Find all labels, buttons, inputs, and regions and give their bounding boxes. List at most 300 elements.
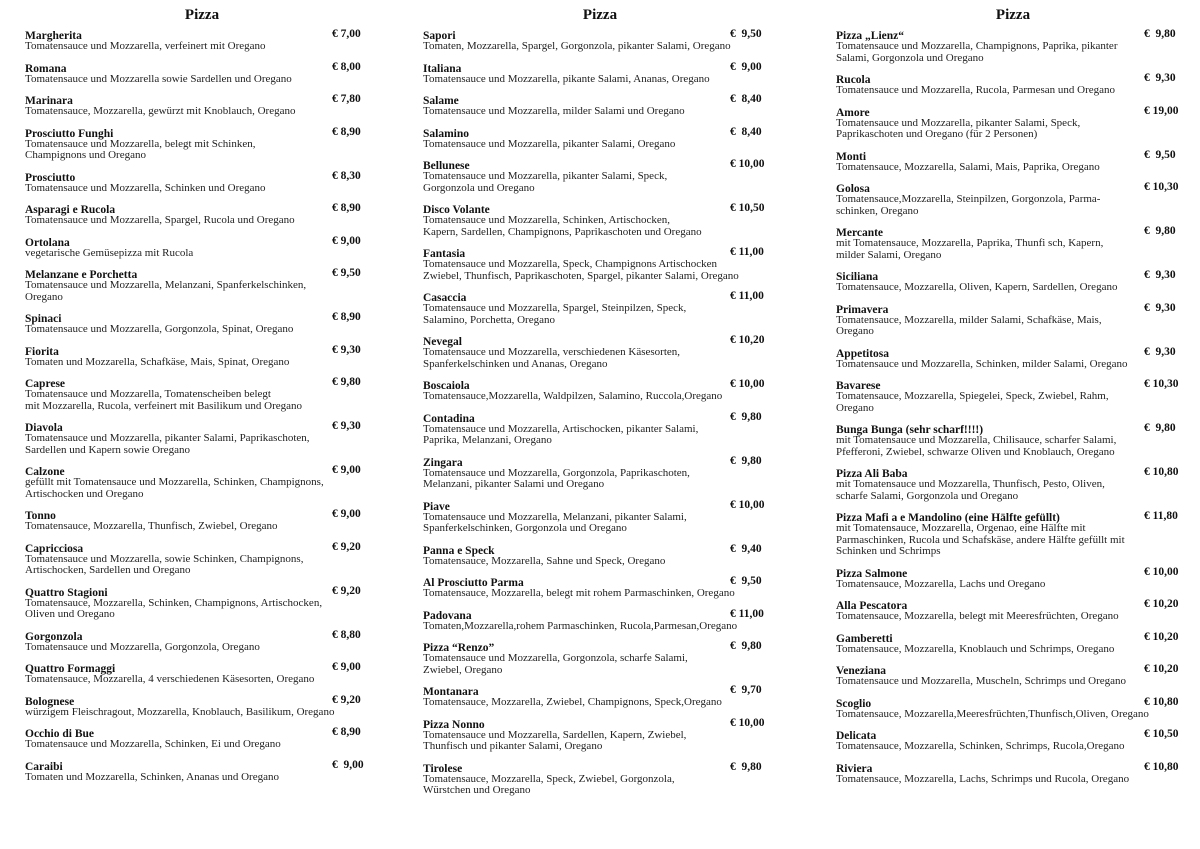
item-price: € 10,50 bbox=[1144, 728, 1179, 740]
item-name: Zingara bbox=[423, 456, 463, 469]
item-price: € 9,00 bbox=[730, 60, 762, 73]
menu-item-header bbox=[423, 378, 773, 391]
item-price: € 9,20 bbox=[332, 584, 361, 597]
item-description: Tomatensauce, Mozzarella, Sahne und Speck, Oregano bbox=[423, 554, 666, 567]
menu-item-header bbox=[836, 181, 1181, 194]
item-description: Tomatensauce und Mozzarella, Gorgonzola, Spinat, Oregano bbox=[25, 323, 294, 335]
menu-item-header bbox=[25, 661, 370, 674]
item-price: € 9,40 bbox=[730, 542, 762, 555]
item-name: Riviera bbox=[836, 762, 873, 775]
item-description: Tomatensauce und Mozzarella, pikanter Salami, Speck, Paprikaschoten und Oregano (für 2 Personen) bbox=[836, 116, 1081, 140]
menu-item-header bbox=[836, 225, 1181, 238]
menu-item-header bbox=[25, 759, 370, 772]
item-price: € 10,80 bbox=[1144, 466, 1179, 478]
item-name: Pizza Salmone bbox=[836, 567, 908, 580]
menu-item bbox=[836, 510, 1181, 558]
menu-item-header bbox=[836, 72, 1181, 85]
item-name: Gorgonzola bbox=[25, 630, 83, 643]
item-price: € 19,00 bbox=[1144, 104, 1179, 117]
menu-item-header bbox=[25, 585, 370, 598]
item-price: € 8,00 bbox=[332, 60, 361, 73]
item-description: würzigem Fleischragout, Mozzarella, Knoblauch, Basilikum, Oregano bbox=[25, 705, 335, 718]
item-description: Tomatensauce und Mozzarella, pikante Salami, Ananas, Oregano bbox=[423, 72, 710, 85]
item-description: Tomatensauce und Mozzarella, Rucola, Parmesan und Oregano bbox=[836, 84, 1116, 96]
item-name: Salame bbox=[423, 95, 459, 107]
item-description: Tomatensauce und Mozzarella, pikanter Salami, Oregano bbox=[423, 137, 676, 150]
menu-item-header bbox=[836, 302, 1181, 315]
menu-item-header bbox=[25, 344, 370, 357]
item-name: Rucola bbox=[836, 74, 871, 86]
menu-item bbox=[25, 464, 370, 500]
menu-item bbox=[423, 455, 773, 491]
menu-item bbox=[25, 541, 370, 577]
item-description: Tomatensauce und Mozzarella, Spargel, Steinpilzen, Speck, Salamino, Porchetta, Oregano bbox=[423, 302, 687, 326]
menu-item-header bbox=[836, 566, 1181, 579]
menu-item-header bbox=[25, 376, 370, 389]
menu-item bbox=[25, 267, 370, 303]
item-name: Siciliana bbox=[836, 271, 879, 283]
item-name: Marinara bbox=[25, 95, 73, 107]
item-description: Tomatensauce und Mozzarella, sowie Schinken, Champignons, Artischocken, Sardellen und Oregano bbox=[25, 552, 304, 576]
menu-item-header bbox=[423, 126, 773, 139]
item-price: € 9,00 bbox=[332, 234, 361, 247]
menu-item bbox=[423, 334, 773, 370]
menu-item bbox=[423, 126, 773, 151]
item-price: € 10,00 bbox=[1144, 565, 1179, 578]
item-price: € 10,00 bbox=[730, 158, 765, 170]
menu-item bbox=[25, 170, 370, 195]
menu-item-header bbox=[423, 499, 773, 512]
menu-column-2 bbox=[423, 6, 773, 805]
menu-item-header bbox=[836, 346, 1181, 359]
menu-item-header bbox=[423, 411, 773, 424]
item-description: Tomatensauce, Mozzarella, Thunfisch, Zwiebel, Oregano bbox=[25, 520, 278, 532]
item-description: Tomatensauce und Mozzarella, Gorgonzola, Paprikaschoten, Melanzani, pikanter Salami und Oregano bbox=[423, 466, 690, 490]
menu-item-header bbox=[25, 235, 370, 248]
menu-item bbox=[836, 28, 1181, 64]
menu-item bbox=[836, 105, 1181, 141]
menu-item bbox=[423, 28, 773, 53]
menu-item-header bbox=[423, 761, 773, 774]
menu-item bbox=[836, 422, 1181, 458]
item-price: € 11,00 bbox=[730, 290, 764, 302]
menu-item bbox=[423, 61, 773, 86]
menu-item bbox=[836, 761, 1181, 786]
item-name: Salamino bbox=[423, 127, 470, 140]
menu-item bbox=[25, 28, 370, 53]
item-price: € 10,20 bbox=[730, 334, 765, 346]
item-price: € 8,90 bbox=[332, 125, 361, 138]
item-price: € 10,30 bbox=[1144, 181, 1179, 193]
menu-item-header bbox=[25, 541, 370, 554]
item-price: € 10,20 bbox=[1144, 598, 1179, 610]
menu-item-header bbox=[836, 598, 1181, 611]
menu-item-header bbox=[423, 93, 773, 106]
item-price: € 10,50 bbox=[730, 202, 765, 214]
item-price: € 9,30 bbox=[1144, 301, 1176, 314]
menu-item-header bbox=[423, 158, 773, 171]
menu-item bbox=[25, 629, 370, 654]
item-price: € 8,90 bbox=[332, 726, 361, 738]
menu-item bbox=[25, 420, 370, 456]
item-description: Tomatensauce und Mozzarella, Artischocken, pikanter Salami, Paprika, Melanzani, Oregano bbox=[423, 422, 699, 446]
item-price: € 7,00 bbox=[332, 28, 361, 40]
item-price: € 9,50 bbox=[1144, 148, 1176, 161]
item-name: Quattro Stagioni bbox=[25, 586, 108, 599]
item-price: € 9,80 bbox=[730, 454, 762, 467]
menu-item-header bbox=[836, 728, 1181, 741]
item-description: Tomatensauce und Mozzarella, Gorgonzola, Oregano bbox=[25, 640, 260, 653]
item-name: Pizza “Renzo” bbox=[423, 642, 495, 654]
item-name: Bolognese bbox=[25, 695, 75, 708]
menu-item-header bbox=[423, 717, 773, 730]
item-price: € 10,30 bbox=[1144, 378, 1179, 390]
item-price: € 9,30 bbox=[332, 343, 361, 356]
item-description: mit Tomatensauce und Mozzarella, Thunfisch, Pesto, Oliven, scharfe Salami, Gorgonzola und Oregano bbox=[836, 478, 1105, 502]
item-name: Boscaiola bbox=[423, 380, 470, 392]
menu-item bbox=[836, 696, 1181, 721]
item-description: Tomatensauce und Mozzarella, Schinken und Oregano bbox=[25, 181, 266, 194]
menu-item bbox=[423, 93, 773, 118]
menu-item bbox=[423, 684, 773, 709]
item-price: € 9,80 bbox=[1144, 422, 1176, 434]
menu-item bbox=[836, 302, 1181, 338]
item-name: Prosciutto Funghi bbox=[25, 127, 114, 140]
item-price: € 8,40 bbox=[730, 125, 762, 138]
menu-item bbox=[25, 61, 370, 86]
item-name: Primavera bbox=[836, 303, 889, 316]
menu-item-header bbox=[836, 466, 1181, 479]
menu-item-header bbox=[423, 28, 773, 41]
item-description: Tomaten,Mozzarella,rohem Parmaschinken, Rucola,Parmesan,Oregano bbox=[423, 619, 738, 632]
item-name: Romana bbox=[25, 62, 67, 75]
menu-item-header bbox=[836, 28, 1181, 41]
item-price: € 8,30 bbox=[332, 169, 361, 182]
item-price: € 8,40 bbox=[730, 93, 762, 105]
item-name: Bavarese bbox=[836, 380, 881, 392]
menu-item-header bbox=[423, 684, 773, 697]
menu-item-header bbox=[423, 455, 773, 468]
item-description: Tomatensauce und Mozzarella, Schinken, milder Salami, Oregano bbox=[836, 357, 1128, 370]
item-name: Capricciosa bbox=[25, 542, 84, 555]
item-name: Melanzane e Porchetta bbox=[25, 269, 138, 281]
menu-item-header bbox=[836, 422, 1181, 435]
item-description: Tomatensauce, Mozzarella, Spiegelei, Speck, Zwiebel, Rahm, Oregano bbox=[836, 390, 1109, 414]
item-description: Tomatensauce und Mozzarella, Speck, Champignons Artischocken Zwiebel, Thunfisch, Paprikaschoten, Spargel, pikanter Salami, Oregano bbox=[423, 258, 739, 282]
menu-item bbox=[423, 717, 773, 753]
item-description: Tomatensauce, Mozzarella, gewürzt mit Knoblauch, Oregano bbox=[25, 105, 296, 117]
item-description: Tomatensauce, Mozzarella, Salami, Mais, Paprika, Oregano bbox=[836, 160, 1100, 173]
item-name: Amore bbox=[836, 106, 870, 119]
item-price: € 10,20 bbox=[1144, 630, 1179, 643]
item-price: € 9,80 bbox=[730, 760, 762, 773]
item-price: € 9,20 bbox=[332, 693, 361, 706]
item-price: € 9,00 bbox=[332, 464, 361, 476]
item-price: € 10,80 bbox=[1144, 760, 1179, 773]
item-description: Tomatensauce, Mozzarella,Meeresfrüchten,Thunfisch,Oliven, Oregano bbox=[836, 707, 1149, 720]
item-price: € 8,90 bbox=[332, 202, 361, 214]
menu-item-header bbox=[25, 629, 370, 642]
item-name: Caprese bbox=[25, 378, 66, 390]
menu-item-header bbox=[25, 61, 370, 74]
item-name: Disco Volante bbox=[423, 204, 490, 216]
item-name: Fantasia bbox=[423, 248, 466, 260]
column-title: Pizza bbox=[184, 7, 220, 23]
item-name: Fiorita bbox=[25, 345, 59, 358]
item-description: vegetarische Gemüsepizza mit Rucola bbox=[25, 246, 194, 259]
item-price: € 11,80 bbox=[1144, 510, 1178, 522]
menu-item bbox=[25, 93, 370, 118]
item-name: Padovana bbox=[423, 609, 472, 622]
menu-item-header bbox=[25, 202, 370, 215]
item-description: Tomatensauce, Mozzarella, Schinken, Schrimps, Rucola,Oregano bbox=[836, 740, 1125, 752]
item-description: mit Tomatensauce und Mozzarella, Chilisauce, scharfer Salami, Pfefferoni, Zwiebel, schwarze Oliven und Knoblauch, Oregano bbox=[836, 434, 1117, 458]
item-name: Spinaci bbox=[25, 313, 62, 325]
item-price: € 8,80 bbox=[332, 628, 361, 641]
item-name: Veneziana bbox=[836, 665, 887, 677]
item-description: Tomatensauce und Mozzarella, verfeinert mit Oregano bbox=[25, 40, 266, 52]
menu-item-header bbox=[836, 378, 1181, 391]
item-description: Tomatensauce und Mozzarella, Tomatenscheiben belegt mit Mozzarella, Rucola, verfeinert mit Basilikum und Oregano bbox=[25, 388, 303, 412]
item-description: Tomatensauce und Mozzarella, Spargel, Rucola und Oregano bbox=[25, 214, 295, 226]
menu-item bbox=[423, 378, 773, 403]
item-name: Caraibi bbox=[25, 760, 63, 773]
menu-item bbox=[423, 158, 773, 194]
menu-item bbox=[25, 508, 370, 533]
menu-item bbox=[25, 344, 370, 369]
menu-item bbox=[25, 694, 370, 719]
item-name: Gamberetti bbox=[836, 632, 893, 645]
menu-item-header bbox=[836, 696, 1181, 709]
item-price: € 9,80 bbox=[332, 376, 361, 388]
menu-item bbox=[423, 202, 773, 238]
item-price: € 9,80 bbox=[730, 640, 762, 652]
item-price: € 7,80 bbox=[332, 93, 361, 105]
menu-item bbox=[25, 202, 370, 227]
item-description: Tomatensauce und Mozzarella, pikanter Salami, Speck, Gorgonzola und Oregano bbox=[423, 170, 668, 194]
item-description: Tomatensauce, Mozzarella, belegt mit rohem Parmaschinken, Oregano bbox=[423, 587, 735, 599]
menu-item bbox=[423, 761, 773, 797]
menu-item-header bbox=[423, 543, 773, 556]
item-price: € 9,50 bbox=[332, 267, 361, 279]
menu-item-header bbox=[423, 61, 773, 74]
item-name: Prosciutto bbox=[25, 171, 76, 184]
menu-item-header bbox=[25, 126, 370, 139]
item-name: Piave bbox=[423, 500, 450, 513]
item-price: € 10,00 bbox=[730, 498, 765, 511]
item-price: € 10,00 bbox=[730, 716, 765, 729]
item-description: Tomatensauce und Mozzarella, Champignons, Paprika, pikanter Salami, Gorgonzola und Oregano bbox=[836, 40, 1118, 64]
item-description: Tomatensauce und Mozzarella, Schinken, Ei und Oregano bbox=[25, 738, 281, 750]
column-title: Pizza bbox=[582, 7, 618, 23]
menu-item-header bbox=[25, 28, 370, 41]
item-description: Tomatensauce, Mozzarella, Speck, Zwiebel, Gorgonzola, Würstchen und Oregano bbox=[423, 772, 675, 796]
item-description: Tomatensauce und Mozzarella, milder Salami und Oregano bbox=[423, 105, 685, 117]
item-price: € 9,50 bbox=[730, 575, 762, 587]
item-description: Tomatensauce, Mozzarella, Oliven, Kapern, Sardellen, Oregano bbox=[836, 281, 1118, 293]
item-description: Tomatensauce und Mozzarella, Muscheln, Schrimps und Oregano bbox=[836, 675, 1127, 687]
item-price: € 9,30 bbox=[1144, 72, 1176, 84]
menu-item-header bbox=[423, 334, 773, 347]
item-price: € 9,00 bbox=[332, 758, 364, 771]
menu-item-header bbox=[25, 420, 370, 433]
item-name: Casaccia bbox=[423, 292, 467, 304]
menu-item bbox=[25, 311, 370, 336]
item-price: € 9,80 bbox=[730, 410, 762, 423]
item-name: Panna e Speck bbox=[423, 544, 495, 557]
item-price: € 8,90 bbox=[332, 311, 361, 323]
item-name: Tirolese bbox=[423, 762, 463, 775]
item-name: Delicata bbox=[836, 730, 877, 742]
menu-item bbox=[423, 290, 773, 326]
item-name: Scoglio bbox=[836, 697, 872, 710]
item-price: € 9,50 bbox=[730, 28, 762, 40]
menu-item bbox=[25, 126, 370, 162]
item-price: € 9,80 bbox=[1144, 225, 1176, 237]
item-price: € 9,70 bbox=[730, 684, 762, 696]
item-description: Tomatensauce,Mozzarella, Steinpilzen, Gorgonzola, Parma- schinken, Oregano bbox=[836, 193, 1101, 217]
menu-item-header bbox=[836, 761, 1181, 774]
menu-item-header bbox=[423, 246, 773, 259]
item-price: € 9,80 bbox=[1144, 28, 1176, 40]
item-name: Montanara bbox=[423, 686, 479, 698]
menu-item bbox=[25, 376, 370, 412]
menu-item bbox=[836, 346, 1181, 371]
menu-item-header bbox=[423, 640, 773, 653]
item-description: Tomatensauce,Mozzarella, Waldpilzen, Salamino, Ruccola,Oregano bbox=[423, 390, 723, 402]
menu-item bbox=[423, 499, 773, 535]
menu-item bbox=[423, 608, 773, 633]
menu-item-header bbox=[25, 311, 370, 324]
menu-item bbox=[836, 149, 1181, 174]
item-price: € 9,00 bbox=[332, 661, 361, 673]
menu-item bbox=[423, 575, 773, 600]
menu-item bbox=[836, 728, 1181, 753]
item-description: Tomatensauce und Mozzarella, belegt mit Schinken, Champignons und Oregano bbox=[25, 137, 256, 161]
item-description: Tomatensauce, Mozzarella, Lachs, Schrimps und Rucola, Oregano bbox=[836, 772, 1130, 785]
item-price: € 9,30 bbox=[332, 420, 361, 432]
menu-item-header bbox=[25, 464, 370, 477]
item-description: Tomatensauce und Mozzarella, Schinken, Artischocken, Kapern, Sardellen, Champignons, Paprikaschoten und Oregano bbox=[423, 214, 702, 238]
menu-item bbox=[836, 466, 1181, 502]
item-name: Pizza „Lienz“ bbox=[836, 30, 905, 42]
menu-item-header bbox=[25, 726, 370, 739]
item-description: mit Tomatensauce, Mozzarella, Paprika, Thunfi sch, Kapern, milder Salami, Oregano bbox=[836, 237, 1104, 261]
menu-item bbox=[836, 269, 1181, 294]
item-description: Tomatensauce, Mozzarella, 4 verschiedenen Käsesorten, Oregano bbox=[25, 673, 315, 685]
item-name: Sapori bbox=[423, 30, 456, 42]
item-name: Pizza Mafi a e Mandolino (eine Hälfte gefüllt) bbox=[836, 512, 1060, 524]
item-name: Bunga Bunga (sehr scharf!!!!) bbox=[836, 424, 984, 436]
item-description: Tomaten, Mozzarella, Spargel, Gorgonzola, pikanter Salami, Oregano bbox=[423, 40, 731, 52]
item-name: Alla Pescatora bbox=[836, 600, 908, 612]
menu-item bbox=[25, 661, 370, 686]
item-description: Tomaten und Mozzarella, Schafkäse, Mais, Spinat, Oregano bbox=[25, 355, 290, 368]
item-name: Italiana bbox=[423, 62, 462, 75]
item-name: Quattro Formaggi bbox=[25, 663, 116, 675]
menu-item bbox=[423, 543, 773, 568]
item-name: Calzone bbox=[25, 466, 65, 478]
menu-item-header bbox=[25, 508, 370, 521]
menu-item bbox=[423, 246, 773, 282]
item-name: Tonno bbox=[25, 510, 56, 522]
menu-item bbox=[25, 759, 370, 784]
item-description: Tomatensauce, Mozzarella, Lachs und Oregano bbox=[836, 577, 1046, 590]
item-price: € 9,30 bbox=[1144, 269, 1176, 281]
item-price: € 9,00 bbox=[332, 508, 361, 520]
menu-item bbox=[25, 585, 370, 621]
menu-column-3 bbox=[836, 6, 1181, 793]
menu-item bbox=[423, 411, 773, 447]
menu-item bbox=[836, 181, 1181, 217]
item-description: Tomatensauce, Mozzarella, milder Salami, Schafkäse, Mais, Oregano bbox=[836, 313, 1102, 337]
item-name: Al Prosciutto Parma bbox=[423, 577, 524, 589]
item-description: Tomaten und Mozzarella, Schinken, Ananas und Oregano bbox=[25, 770, 279, 783]
item-name: Occhio di Bue bbox=[25, 728, 95, 740]
menu-item bbox=[836, 663, 1181, 688]
item-price: € 11,00 bbox=[730, 246, 764, 258]
item-price: € 9,20 bbox=[332, 540, 361, 553]
item-description: Tomatensauce, Mozzarella, Schinken, Champignons, Artischocken, Oliven und Oregano bbox=[25, 596, 323, 620]
item-description: Tomatensauce und Mozzarella sowie Sardellen und Oregano bbox=[25, 72, 292, 85]
item-name: Ortolana bbox=[25, 236, 70, 249]
menu-item-header bbox=[25, 267, 370, 280]
item-name: Appetitosa bbox=[836, 347, 890, 360]
menu-column-1 bbox=[25, 6, 370, 791]
menu-item-header bbox=[25, 170, 370, 183]
item-description: gefüllt mit Tomatensauce und Mozzarella, Schinken, Champignons, Artischocken und Oregano bbox=[25, 476, 324, 500]
item-price: € 9,30 bbox=[1144, 345, 1176, 358]
menu-item-header bbox=[836, 510, 1181, 523]
menu-item-header bbox=[25, 93, 370, 106]
item-description: Tomatensauce und Mozzarella, pikanter Salami, Paprikaschoten, Sardellen und Kapern sowie Oregano bbox=[25, 432, 310, 456]
item-description: Tomatensauce, Mozzarella, Knoblauch und Schrimps, Oregano bbox=[836, 642, 1115, 655]
menu-item bbox=[836, 566, 1181, 591]
item-description: Tomatensauce und Mozzarella, Sardellen, Kapern, Zwiebel, Thunfisch und pikanter Salami, Oregano bbox=[423, 728, 687, 752]
item-price: € 10,80 bbox=[1144, 695, 1179, 708]
item-name: Golosa bbox=[836, 183, 870, 195]
item-description: Tomatensauce, Mozzarella, belegt mit Meeresfrüchten, Oregano bbox=[836, 610, 1119, 622]
menu-item-header bbox=[423, 290, 773, 303]
menu-item-header bbox=[836, 663, 1181, 676]
item-description: Tomatensauce, Mozzarella, Zwiebel, Champignons, Speck,Oregano bbox=[423, 696, 722, 708]
menu-item-header bbox=[836, 269, 1181, 282]
item-name: Pizza Nonno bbox=[423, 718, 485, 731]
menu-item-header bbox=[836, 149, 1181, 162]
item-price: € 10,20 bbox=[1144, 663, 1179, 675]
item-description: mit Tomatensauce, Mozzarella, Orgenao, eine Hälfte mit Parmaschinken, Rucola und Schafskäse, andere Hälfte gefüllt mit Schinken und Schrimps bbox=[836, 522, 1125, 557]
menu-item bbox=[25, 235, 370, 260]
column-title: Pizza bbox=[995, 7, 1031, 23]
menu-item-header bbox=[25, 694, 370, 707]
menu-item bbox=[836, 225, 1181, 261]
item-price: € 11,00 bbox=[730, 607, 764, 620]
menu-item bbox=[836, 631, 1181, 656]
item-description: Tomatensauce und Mozzarella, Gorgonzola, scharfe Salami, Zwiebel, Oregano bbox=[423, 652, 688, 676]
item-name: Margherita bbox=[25, 30, 82, 42]
menu-item-header bbox=[836, 105, 1181, 118]
item-name: Nevegal bbox=[423, 336, 462, 348]
menu-item-header bbox=[423, 575, 773, 588]
menu-item bbox=[836, 72, 1181, 97]
item-description: Tomatensauce und Mozzarella, verschiedenen Käsesorten, Spanferkelschinken und Ananas, Oregano bbox=[423, 346, 681, 370]
item-name: Bellunese bbox=[423, 160, 470, 172]
item-price: € 10,00 bbox=[730, 378, 765, 390]
menu-item-header bbox=[836, 631, 1181, 644]
menu-item bbox=[836, 598, 1181, 623]
item-name: Monti bbox=[836, 150, 867, 163]
item-name: Mercante bbox=[836, 227, 884, 239]
